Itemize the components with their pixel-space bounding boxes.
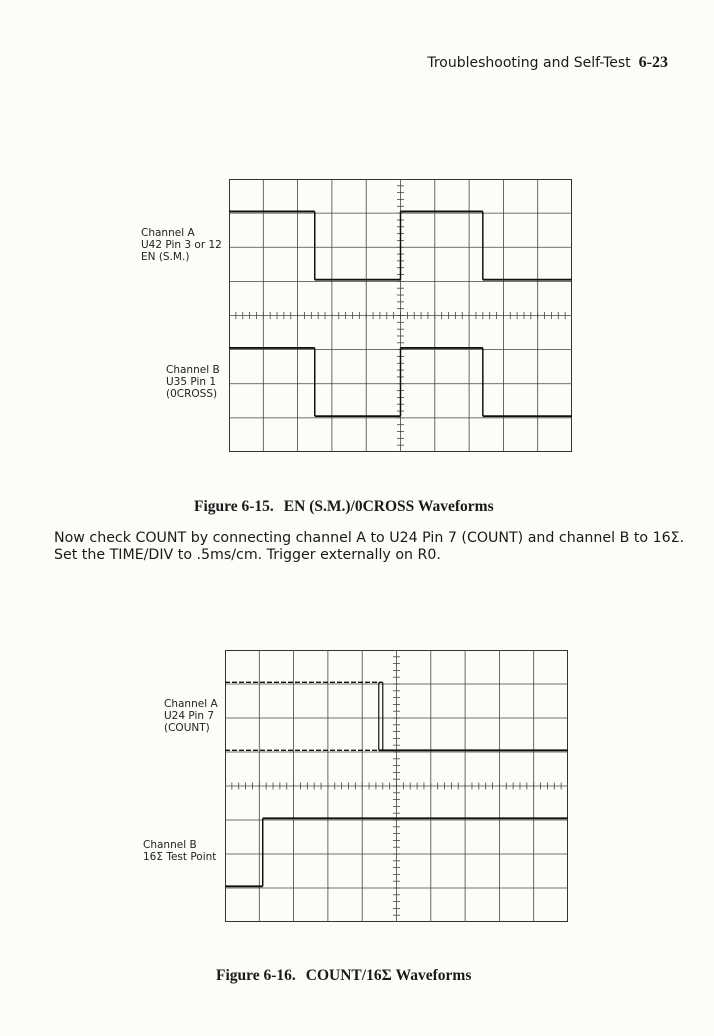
fig16-channel-b-line1: Channel B	[143, 839, 197, 851]
fig16-channel-a-line3: (COUNT)	[164, 722, 210, 734]
page-number: 6-23	[638, 54, 668, 71]
fig15-caption	[194, 498, 494, 516]
fig15-channel-b-line1: Channel B	[166, 364, 220, 376]
fig15-channel-b-label	[166, 364, 220, 400]
fig16-number: Figure 6-16.	[216, 967, 296, 984]
fig16-channel-b-line2: 16Σ Test Point	[143, 851, 217, 863]
instructions-line-2: Set the TIME/DIV to .5ms/cm. Trigger externally on R0.	[54, 547, 441, 563]
section-title: Troubleshooting and Self-Test	[427, 55, 631, 71]
instructions-paragraph	[54, 530, 685, 564]
fig16-caption	[216, 967, 471, 985]
fig15-channel-b-line2: U35 Pin 1	[166, 376, 217, 388]
fig16-channel-a-line1: Channel A	[164, 698, 218, 710]
fig15-number: Figure 6-15.	[194, 498, 274, 515]
fig16-channel-a-label	[164, 698, 218, 734]
fig15-oscilloscope-graticule	[229, 179, 572, 452]
fig15-channel-a-line3: EN (S.M.)	[141, 251, 190, 263]
fig16-title: COUNT/16Σ Waveforms	[305, 967, 472, 984]
fig15-channel-a-label	[141, 227, 222, 263]
instructions-line-1: Now check COUNT by connecting channel A to U24 Pin 7 (COUNT) and channel B to 16Σ.	[54, 530, 685, 546]
fig16-channel-a-line2: U24 Pin 7	[164, 710, 215, 722]
fig15-channel-a-line1: Channel A	[141, 227, 195, 239]
fig15-channel-a-line2: U42 Pin 3 or 12	[141, 239, 222, 251]
fig15-title: EN (S.M.)/0CROSS Waveforms	[283, 498, 494, 515]
fig15-channel-b-line3: (0CROSS)	[166, 388, 218, 400]
page-header	[427, 54, 668, 72]
fig16-channel-b-label	[143, 839, 216, 863]
fig16-oscilloscope-graticule	[225, 650, 568, 922]
